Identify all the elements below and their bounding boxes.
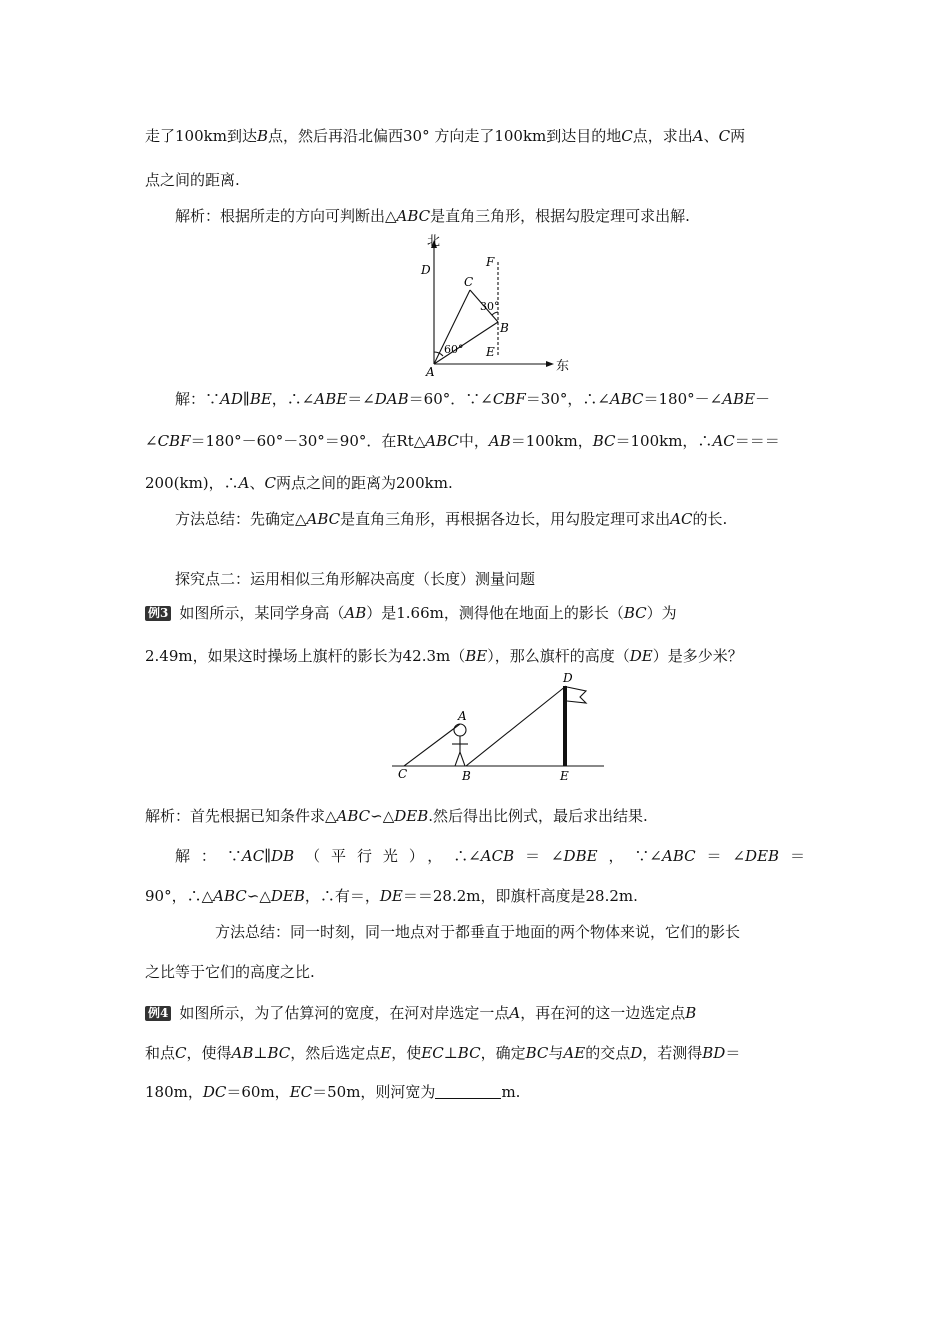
label-f: F	[486, 255, 495, 269]
text-segment: 走了100km到达	[145, 127, 257, 145]
problem2-line1	[145, 126, 745, 146]
math-variable: C	[621, 127, 633, 145]
text-segment: ＝60m，	[226, 1083, 290, 1101]
example3-line2	[145, 646, 743, 666]
text-segment: 和点	[145, 1044, 176, 1062]
label-e: E	[486, 345, 495, 359]
person-head	[454, 724, 466, 736]
text-segment: ）是多少米？	[652, 647, 743, 665]
label-a: A	[458, 709, 467, 723]
math-variable: ABE	[314, 390, 348, 408]
text-segment: ＝60°．∵∠	[408, 390, 493, 408]
text-segment: ∥	[264, 847, 272, 865]
math-variable: DBE	[563, 847, 598, 865]
text-segment: （平行光），∴∠	[294, 847, 481, 865]
math-variable: A	[238, 474, 250, 492]
text-segment: ＝	[779, 847, 805, 865]
math-variable: DE	[629, 647, 653, 665]
text-segment: 点，求出	[632, 127, 693, 145]
text-segment: 解：∵	[175, 390, 221, 408]
text-segment: ＝	[725, 1044, 741, 1062]
shadow-ray-bd	[466, 686, 566, 766]
text-segment: ，∴有＝，	[304, 887, 380, 905]
math-variable: BC	[525, 1044, 549, 1062]
text-segment: 解析：首先根据已知条件求△	[145, 807, 337, 825]
math-variable: BC	[623, 604, 647, 622]
shadow-ray-ca	[404, 724, 460, 766]
text-segment: －	[755, 390, 771, 408]
text-segment: ∽△	[246, 887, 271, 905]
math-variable: ABC	[336, 807, 371, 825]
text-segment: ，使	[391, 1044, 422, 1062]
math-variable: DE	[379, 887, 403, 905]
label-60deg: 60°	[444, 343, 464, 356]
summary3-line2: 之比等于它们的高度之比.	[145, 963, 315, 981]
math-variable: BC	[457, 1044, 481, 1062]
example4-badge: 例4	[145, 1006, 171, 1021]
label-30deg: 30°	[480, 300, 500, 313]
math-variable: AB	[488, 432, 511, 450]
text-segment: 是直角三角形，再根据各边长，用勾股定理可求出	[340, 510, 671, 528]
math-variable: ABC	[396, 207, 431, 225]
text-segment: 点，然后再沿北偏西30° 方向走了100km到达目的地	[267, 127, 622, 145]
summary3-line1: 方法总结：同一时刻，同一地点对于都垂直于地面的两个物体来说，它们的影长	[215, 923, 741, 941]
summary1	[175, 509, 727, 529]
example3-line1	[145, 603, 677, 623]
label-a: A	[426, 365, 435, 379]
text-segment: 是直角三角形，根据勾股定理可求出解.	[430, 207, 690, 225]
text-segment: ＝＝28.2m，即旗杆高度是28.2m.	[402, 887, 638, 905]
figure-compass-triangle	[410, 232, 570, 380]
flag	[567, 687, 586, 703]
math-variable: BC	[592, 432, 616, 450]
label-e: E	[560, 769, 569, 783]
text-segment: ＝100km，	[510, 432, 593, 450]
math-variable: A	[692, 127, 704, 145]
text-segment: ＝180°－60°－30°＝90°．在Rt△	[190, 432, 426, 450]
example4-line1-text	[179, 1004, 696, 1022]
math-variable: AD	[220, 390, 243, 408]
math-variable: ABC	[306, 510, 341, 528]
text-segment: 如图所示，为了估算河的宽度，在河对岸选定一点	[179, 1004, 510, 1022]
text-segment: ＝50m，则河宽为	[312, 1083, 436, 1101]
solution3-line2	[145, 886, 638, 906]
math-variable: CBF	[492, 390, 526, 408]
text-segment: ＝＝＝	[734, 432, 780, 450]
person-leg-right	[460, 752, 465, 766]
math-variable: AB	[231, 1044, 254, 1062]
label-b: B	[462, 769, 471, 783]
math-variable: DC	[202, 1083, 227, 1101]
analysis1	[175, 206, 690, 226]
math-variable: BE	[465, 647, 488, 665]
label-d: D	[421, 263, 431, 277]
solution1-line2	[145, 431, 780, 451]
math-variable: BC	[267, 1044, 291, 1062]
text-segment: 的长.	[692, 510, 728, 528]
text-segment: ⊥	[253, 1044, 268, 1062]
label-c: C	[398, 767, 408, 781]
label-b: B	[500, 321, 509, 335]
math-variable: DAB	[374, 390, 409, 408]
text-segment: 200(km)，∴	[145, 474, 239, 492]
text-segment: 90°，∴△	[145, 887, 214, 905]
text-segment: ，若测得	[642, 1044, 703, 1062]
example4-line3-text	[145, 1083, 435, 1101]
math-variable: EC	[289, 1083, 313, 1101]
math-variable: ABC	[609, 390, 644, 408]
text-segment: .然后得出比例式，最后求出结果.	[428, 807, 648, 825]
math-variable: DEB	[270, 887, 305, 905]
math-variable: ABC	[213, 887, 247, 905]
math-variable: AC	[670, 510, 693, 528]
text-segment: ＝180°－∠	[643, 390, 723, 408]
math-variable: ABC	[661, 847, 696, 865]
problem2-line2: 点之间的距离.	[145, 171, 240, 189]
solution1-line3	[145, 473, 453, 493]
math-variable: C	[718, 127, 731, 145]
text-segment: 如图所示，某同学身高（	[179, 604, 345, 622]
math-variable: C	[264, 474, 276, 492]
solution3-line1	[175, 846, 805, 866]
text-segment: ＝∠	[514, 847, 564, 865]
math-variable: DEB	[394, 807, 429, 825]
analysis3	[145, 806, 648, 826]
text-segment: ＝∠	[347, 390, 375, 408]
example4-line3	[145, 1082, 520, 1102]
text-segment: ＝30°，∴∠	[525, 390, 610, 408]
text-segment: 、	[703, 127, 719, 145]
label-c: C	[464, 275, 474, 289]
math-variable: ABE	[722, 390, 756, 408]
text-segment: 2.49m，如果这时操场上旗杆的影长为42.3m（	[145, 647, 466, 665]
math-variable: BD	[702, 1044, 726, 1062]
math-variable: C	[175, 1044, 187, 1062]
math-variable: BE	[249, 390, 272, 408]
solution1-line1	[175, 389, 770, 409]
answer-blank[interactable]	[435, 1084, 501, 1099]
text-segment: ⊥	[443, 1044, 458, 1062]
label-east: 东	[556, 359, 570, 374]
text-segment: 解析：根据所走的方向可判断出△	[175, 207, 397, 225]
text-segment: 、	[249, 474, 265, 492]
text-segment: ＝∠	[695, 847, 746, 865]
text-segment: ）是1.66m，测得他在地面上的影长（	[366, 604, 624, 622]
math-variable: AE	[563, 1044, 586, 1062]
math-variable: DB	[271, 847, 295, 865]
example3-line1-text	[179, 604, 676, 622]
east-arrowhead	[546, 361, 554, 367]
text-segment: ，使得	[186, 1044, 232, 1062]
text-segment: ，然后选定点	[290, 1044, 381, 1062]
text-segment: 解：∵	[175, 847, 242, 865]
math-variable: EC	[421, 1044, 444, 1062]
figure-flagpole-shadow	[390, 672, 610, 788]
text-segment: ∽△	[370, 807, 395, 825]
label-d: D	[563, 672, 573, 685]
label-north: 北	[427, 234, 441, 249]
math-variable: AC	[712, 432, 735, 450]
text-segment: 两点之间的距离为200km.	[276, 474, 453, 492]
text-segment: ，∵∠	[597, 847, 662, 865]
math-variable: AC	[241, 847, 265, 865]
math-variable: D	[630, 1044, 643, 1062]
text-segment: ∠	[145, 432, 158, 450]
example4-unit: m.	[501, 1083, 521, 1101]
math-variable: A	[509, 1004, 521, 1022]
example4-line1	[145, 1003, 696, 1023]
math-variable: ACB	[480, 847, 515, 865]
section2-heading: 探究点二：运用相似三角形解决高度（长度）测量问题	[175, 570, 536, 588]
math-variable: B	[256, 127, 268, 145]
text-segment: 的交点	[585, 1044, 631, 1062]
text-segment: ∥	[242, 390, 250, 408]
person-leg-left	[455, 752, 460, 766]
math-variable: E	[380, 1044, 392, 1062]
math-variable: ABC	[425, 432, 459, 450]
math-variable: B	[685, 1004, 697, 1022]
text-segment: ），那么旗杆的高度（	[487, 647, 630, 665]
text-segment: 180m，	[145, 1083, 203, 1101]
text-segment: ）为	[646, 604, 677, 622]
text-segment: 两	[730, 127, 746, 145]
text-segment: ＝100km，∴	[615, 432, 713, 450]
text-segment: 中，	[458, 432, 489, 450]
text-segment: 与	[548, 1044, 564, 1062]
math-variable: CBF	[157, 432, 191, 450]
text-segment: ，确定	[480, 1044, 526, 1062]
text-segment: ，∴∠	[271, 390, 315, 408]
example3-badge: 例3	[145, 606, 171, 621]
math-variable: AB	[344, 604, 367, 622]
text-segment: 方法总结：先确定△	[175, 510, 307, 528]
math-variable: DEB	[745, 847, 780, 865]
example4-line2	[145, 1043, 740, 1063]
text-segment: ，再在河的这一边选定点	[520, 1004, 686, 1022]
